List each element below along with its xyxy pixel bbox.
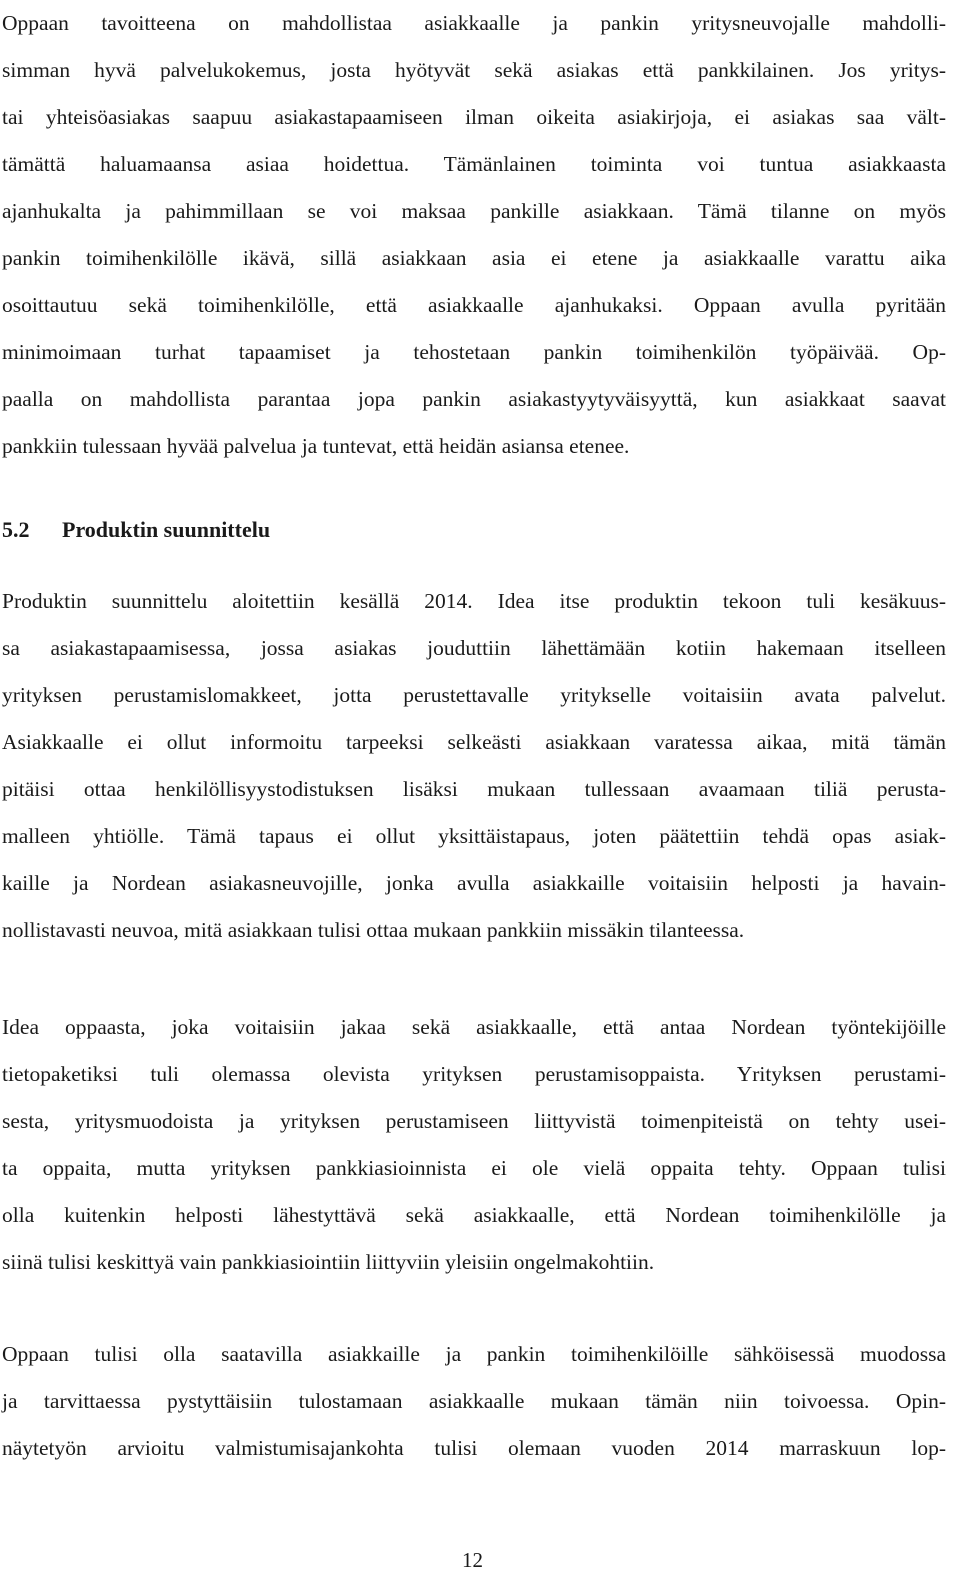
text-line: tai yhteisöasiakas saapuu asiakastapaamiseen ilman oikeita asiakirjoja, ei asiakas saa vält- bbox=[2, 105, 946, 129]
paragraph-guide-goal bbox=[2, 0, 946, 470]
paragraph-availability bbox=[2, 1331, 946, 1472]
text-line: paalla on mahdollista parantaa jopa pankin asiakastyytyväisyyttä, kun asiakkaat saavat bbox=[2, 387, 946, 411]
text-line: tämättä haluamaansa asiaa hoidettua. Tämänlainen toiminta voi tuntua asiakkaasta bbox=[2, 152, 946, 176]
text-line: Oppaan tavoitteena on mahdollistaa asiakkaalle ja pankin yritysneuvojalle mahdolli- bbox=[2, 11, 946, 35]
text-line: minimoimaan turhat tapaamiset ja tehostetaan pankin toimihenkilön työpäivää. Op- bbox=[2, 340, 946, 364]
paragraph-guide-idea bbox=[2, 1004, 946, 1286]
text-line: yrityksen perustamislomakkeet, jotta perustettavalle yritykselle voitaisiin avata palvelut. bbox=[2, 683, 946, 707]
text-line: sesta, yritysmuodoista ja yrityksen perustamiseen liittyvistä toimenpiteistä on tehty usei- bbox=[2, 1109, 946, 1133]
text-line: Asiakkaalle ei ollut informoitu tarpeeksi selkeästi asiakkaan varatessa aikaa, mitä tämän bbox=[2, 730, 946, 754]
text-line: pitäisi ottaa henkilöllisyystodistuksen lisäksi mukaan tullessaan avaamaan tiliä perusta- bbox=[2, 777, 946, 801]
text-line: sa asiakastapaamisessa, jossa asiakas jouduttiin lähettämään kotiin hakemaan itselleen bbox=[2, 636, 946, 660]
text-line: Idea oppaasta, joka voitaisiin jakaa sekä asiakkaalle, että antaa Nordean työntekijöille bbox=[2, 1015, 946, 1039]
text-line: olla kuitenkin helposti lähestyttävä sekä asiakkaalle, että Nordean toimihenkilölle ja bbox=[2, 1203, 946, 1227]
section-title: Produktin suunnittelu bbox=[62, 517, 271, 542]
text-line: simman hyvä palvelukokemus, josta hyötyvät sekä asiakas että pankkilainen. Jos yritys- bbox=[2, 58, 946, 82]
text-line: ja tarvittaessa pystyttäisiin tulostamaan asiakkaalle mukaan tämän niin toivoessa. Opin- bbox=[2, 1389, 946, 1413]
section-number: 5.2 bbox=[2, 517, 30, 542]
text-line: pankkiin tulessaan hyvää palvelua ja tuntevat, että heidän asiansa etenee. bbox=[2, 434, 630, 458]
text-line: Oppaan tulisi olla saatavilla asiakkaille ja pankin toimihenkilöille sähköisessä muodossa bbox=[2, 1342, 946, 1366]
text-line: Produktin suunnittelu aloitettiin kesällä 2014. Idea itse produktin tekoon tuli kesäkuus- bbox=[2, 589, 946, 613]
text-line: nollistavasti neuvoa, mitä asiakkaan tulisi ottaa mukaan pankkiin missäkin tilanteessa. bbox=[2, 918, 745, 942]
text-line: malleen yhtiölle. Tämä tapaus ei ollut yksittäistapaus, joten päätettiin tehdä opas asiak- bbox=[2, 824, 946, 848]
text-line: pankin toimihenkilölle ikävä, sillä asiakkaan asia ei etene ja asiakkaalle varattu aika bbox=[2, 246, 946, 270]
paragraph-design-start bbox=[2, 578, 946, 954]
text-line: näytetyön arvioitu valmistumisajankohta tulisi olemaan vuoden 2014 marraskuun lop- bbox=[2, 1436, 946, 1460]
text-line: osoittautuu sekä toimihenkilölle, että asiakkaalle ajanhukaksi. Oppaan avulla pyritään bbox=[2, 293, 946, 317]
text-line: kaille ja Nordean asiakasneuvojille, jonka avulla asiakkaille voitaisiin helposti ja havain- bbox=[2, 871, 946, 895]
page-number: 12 bbox=[462, 1548, 483, 1572]
text-line: ajanhukalta ja pahimmillaan se voi maksaa pankille asiakkaan. Tämä tilanne on myös bbox=[2, 199, 946, 223]
text-line: siinä tulisi keskittyä vain pankkiasiointiin liittyviin yleisiin ongelmakohtiin. bbox=[2, 1250, 655, 1274]
text-line: tietopaketiksi tuli olemassa olevista yrityksen perustamisoppaista. Yrityksen perustami- bbox=[2, 1062, 946, 1086]
text-line: ta oppaita, mutta yrityksen pankkiasioinnista ei ole vielä oppaita tehty. Oppaan tulisi bbox=[2, 1156, 946, 1180]
section-heading bbox=[2, 508, 270, 552]
